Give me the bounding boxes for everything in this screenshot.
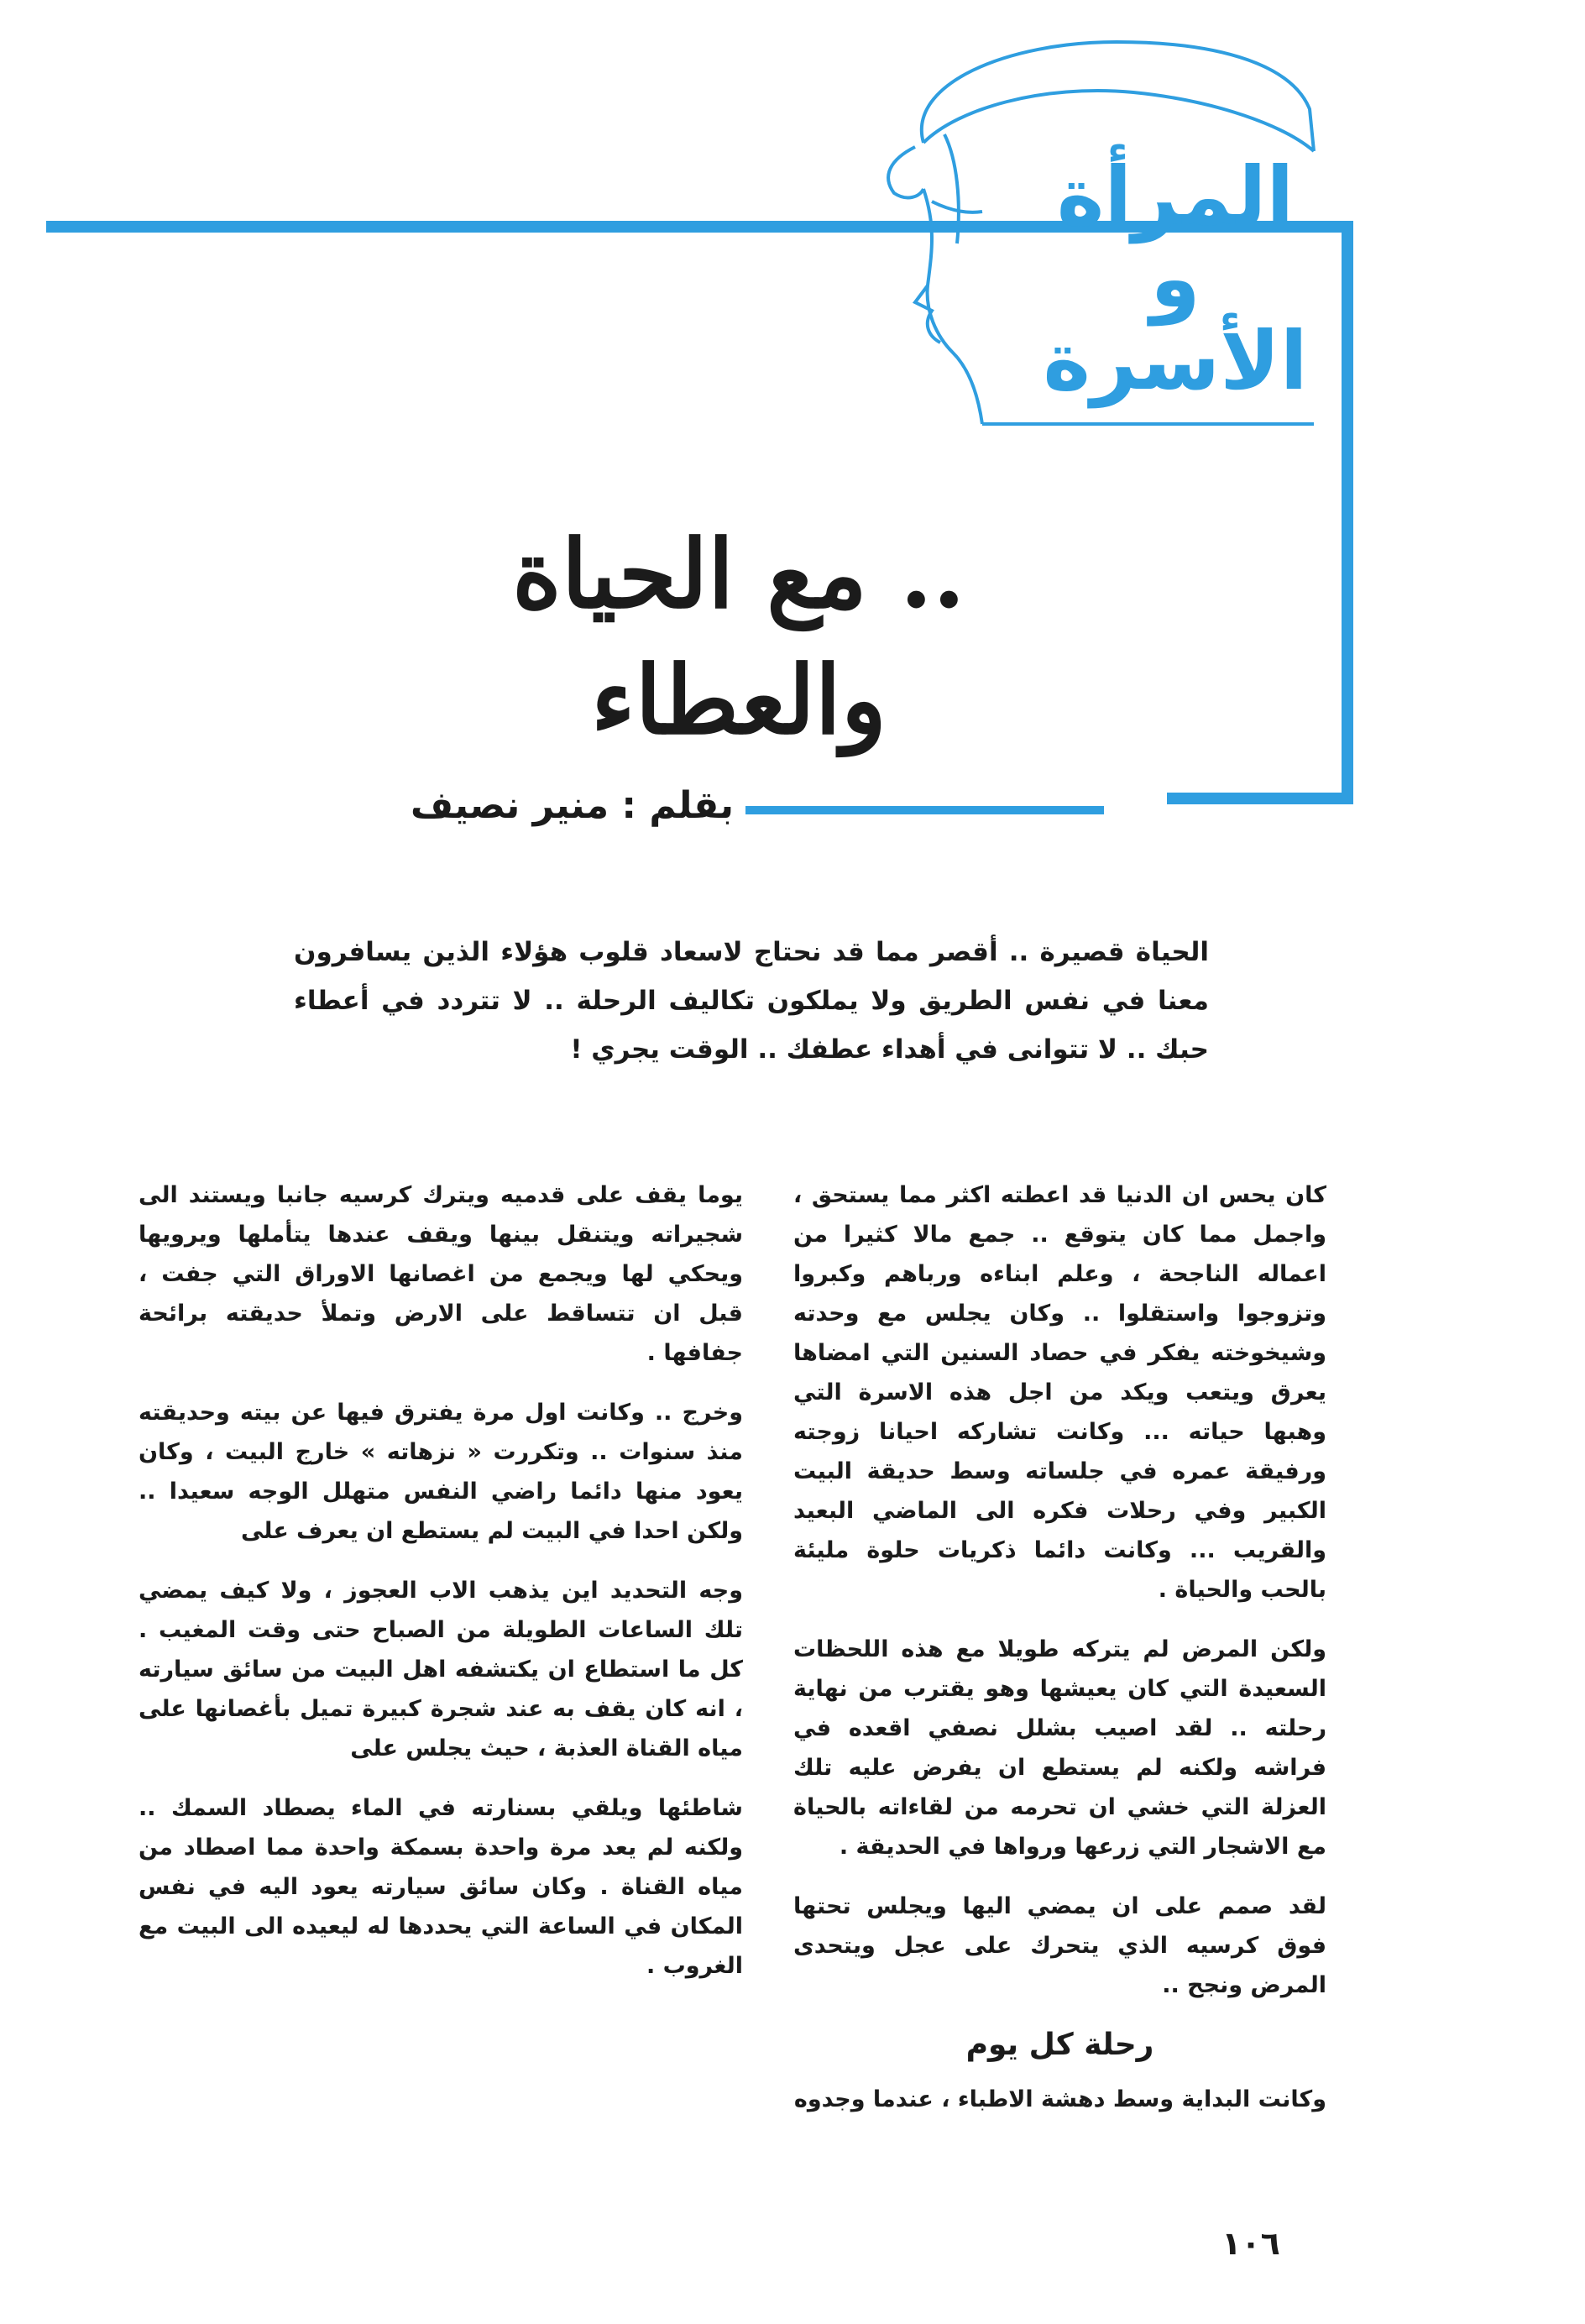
paragraph: يوما يقف على قدميه ويترك كرسيه جانبا ويستند الى شجيراته ويتنقل بينها ويقف عندها يتأملها ويرويها ويحكي لها ويجمع من اغصانها الاوراق التي جفت ، قبل ان تتساقط على الارض وتملأ حديقته برائحة جفافها . [139, 1182, 743, 1366]
subheading: رحلة كل يوم [965, 2028, 1154, 2062]
paragraph: لقد صمم على ان يمضي اليها ويجلس تحتها فوق كرسيه الذي يتحرك على عجل ويتحدى المرض ونجح .. [793, 1893, 1326, 1998]
logo-line-2: الأسرة [1043, 314, 1308, 408]
paragraph: وخرج .. وكانت اول مرة يفترق فيها عن بيته وحديقته منذ سنوات .. وتكررت « نزهاته » خارج البيت ، وكان يعود منها دائما راضي النفس متهلل الوجه سعيدا .. ولكن احدا في البيت لم يستطع ان يعرف على [139, 1400, 743, 1544]
frame-right-line [1342, 221, 1353, 803]
paragraph: كان يحس ان الدنيا قد اعطته اكثر مما يستحق ، واجمل مما كان يتوقع .. جمع مالا كثيرا من اعماله الناجحة ، وعلم ابناءه ورباهم وكبروا وتزوجوا واستقلوا .. وكان يجلس مع وحدته وشيخوخته يفكر في حصاد السنين التي امضاها يعرق ويتعب ويكد من اجل هذه الاسرة التي وهبها حياته ... وكانت تشاركه احيانا زوجته ورفيقة عمره في جلساته وسط حديقة البيت الكبير وفي رحلات فكره الى الماضي البعيد والقريب ... وكانت دائما ذكريات حلوة مليئة بالحب والحياة . [793, 1182, 1326, 1603]
article-byline: بقلم : منير نصيف [285, 781, 745, 831]
magazine-section-logo [1037, 149, 1314, 408]
paragraph: وجه التحديد اين يذهب الاب العجوز ، ولا كيف يمضي تلك الساعات الطويلة من الصباح حتى وقت المغيب . كل ما استطاع ان يكتشفه اهل البيت من سائق سيارته ، انه كان يقف به عند شجرة كبيرة تميل بأغصانها على مياه القناة العذبة ، حيث يجلس على [139, 1578, 743, 1761]
article-title: .. مع الحياة والعطاء [512, 520, 965, 756]
paragraph: شاطئها ويلقي بسنارته في الماء يصطاد السمك .. ولكنه لم يعد مرة واحدة بسمكة واحدة مما اصطاد من مياه القناة . وكان سائق سيارته يعود اليه في نفس المكان في الساعة التي يحددها له ليعيده الى البيت مع الغروب . [139, 1795, 743, 1979]
paragraph: ولكن المرض لم يتركه طويلا مع هذه اللحظات السعيدة التي كان يعيشها وهو يقترب من نهاية رحلته .. لقد اصيب بشلل نصفي اقعده في فراشه ولكنه لم يستطع ان يفرض عليه تلك العزلة التي خشي ان تحرمه من لقاءاته بالحياة مع الاشجار التي زرعها ورواها في الحديقة . [793, 1636, 1326, 1860]
page-number: ١٠٦ [1221, 2225, 1280, 2262]
logo-line-1: المرأة و [1056, 149, 1295, 326]
left-column [139, 1175, 743, 2149]
article-intro: الحياة قصيرة .. أقصر مما قد نحتاج لاسعاد قلوب هؤلاء الذين يسافرون معنا في نفس الطريق ولا يملكون تكاليف الرحلة .. لا تتردد في أعطاء حبك .. لا تتوانى في أهداء عطفك .. الوقت يجري ! [294, 937, 1209, 1065]
frame-bottom-line [1167, 793, 1353, 804]
right-column [793, 1175, 1326, 2149]
paragraph: وكانت البداية وسط دهشة الاطباء ، عندما وجدوه [793, 2086, 1326, 2112]
